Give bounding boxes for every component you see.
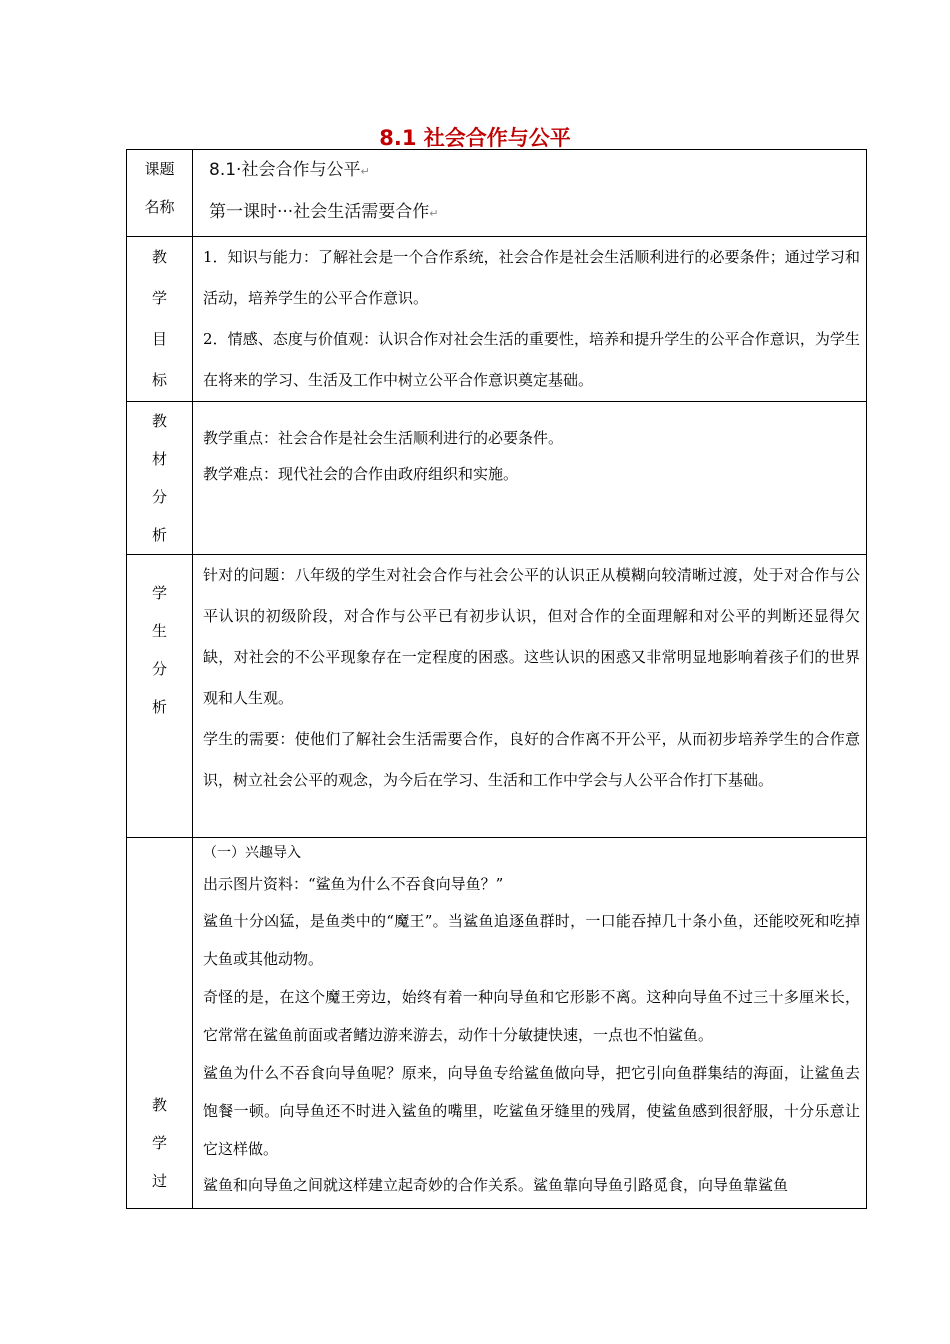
- label-students-char: 析: [151, 698, 167, 716]
- content-topic: [193, 150, 867, 237]
- lesson-plan-table: [126, 149, 867, 1209]
- label-goals-char: 教: [151, 248, 167, 266]
- students-needs: 学生的需要：使他们了解社会生活需要合作，良好的合作离不开公平，从而初步培养学生的合作意识，树立社会公平的观念，为今后在学习、生活和工作中学会与人公平合作打下基础。: [203, 730, 860, 789]
- label-material: [127, 402, 193, 555]
- label-goals-char: 目: [151, 330, 167, 348]
- content-process: [193, 838, 867, 1209]
- row-process: [127, 838, 867, 1209]
- process-section-heading: （一）兴趣导入: [203, 845, 301, 861]
- label-topic-line2: 名称: [144, 198, 175, 216]
- row-students: [127, 555, 867, 838]
- process-paragraph: 鲨鱼和向导鱼之间就这样建立起奇妙的合作关系。鲨鱼靠向导鱼引路觅食，向导鱼靠鲨鱼: [203, 1176, 789, 1194]
- process-paragraph: 鲨鱼十分凶猛，是鱼类中的“魔王”。当鲨鱼追逐鱼群时，一口能吞掉几十条小鱼，还能咬死和吃掉大鱼或其他动物。: [203, 912, 860, 968]
- label-students-char: 学: [151, 584, 167, 602]
- content-goals: [193, 237, 867, 402]
- label-topic: [127, 150, 193, 237]
- page-title: 8.1 社会合作与公平: [379, 126, 571, 150]
- label-material-char: 析: [151, 526, 167, 544]
- paragraph-mark-icon: ↵: [429, 207, 439, 220]
- label-students-char: 生: [151, 622, 167, 640]
- topic-title: 8.1·社会合作与公平: [209, 160, 361, 180]
- label-goals-char: 学: [151, 289, 167, 307]
- material-difficulty: 教学难点：现代社会的合作由政府组织和实施。: [203, 465, 519, 483]
- label-process-char: 学: [151, 1134, 167, 1152]
- content-students: [193, 555, 867, 838]
- paragraph-mark-icon: ↵: [360, 165, 370, 178]
- row-material: [127, 402, 867, 555]
- label-material-char: 教: [151, 412, 167, 430]
- label-process-char: 教: [151, 1096, 167, 1114]
- goals-paragraph: 2．情感、态度与价值观：认识合作对社会生活的重要性，培养和提升学生的公平合作意识，为学生在将来的学习、生活及工作中树立公平合作意识奠定基础。: [203, 330, 860, 389]
- label-material-char: 分: [151, 488, 167, 506]
- label-topic-line1: 课题: [144, 160, 175, 178]
- process-paragraph: 鲨鱼为什么不吞食向导鱼呢？原来，向导鱼专给鲨鱼做向导，把它引向鱼群集结的海面，让鲨鱼去饱餐一顿。向导鱼还不时进入鲨鱼的嘴里，吃鲨鱼牙缝里的残屑，使鲨鱼感到很舒服，十分乐意让它这样做。: [203, 1064, 860, 1158]
- label-students-char: 分: [151, 660, 167, 678]
- goals-paragraph: 1．知识与能力：了解社会是一个合作系统，社会合作是社会生活顺利进行的必要条件；通过学习和活动，培养学生的公平合作意识。: [203, 248, 860, 307]
- content-material: [193, 402, 867, 555]
- label-material-char: 材: [151, 450, 167, 468]
- process-paragraph: 奇怪的是，在这个魔王旁边，始终有着一种向导鱼和它形影不离。这种向导鱼不过三十多厘米长，它常常在鲨鱼前面或者鳍边游来游去，动作十分敏捷快速，一点也不怕鲨鱼。: [203, 988, 860, 1044]
- topic-subtitle: 第一课时···社会生活需要合作: [209, 202, 430, 222]
- label-process: [127, 838, 193, 1209]
- label-students: [127, 555, 193, 838]
- process-paragraph: 出示图片资料：“鲨鱼为什么不吞食向导鱼？”: [203, 875, 504, 893]
- label-goals-char: 标: [151, 371, 167, 389]
- row-topic: [127, 150, 867, 237]
- label-goals: [127, 237, 193, 402]
- row-goals: [127, 237, 867, 402]
- material-key-point: 教学重点：社会合作是社会生活顺利进行的必要条件。: [203, 429, 564, 447]
- label-process-char: 过: [151, 1172, 167, 1190]
- students-problem: 针对的问题：八年级的学生对社会合作与社会公平的认识正从模糊向较清晰过渡，处于对合作与公平认识的初级阶段，对合作与公平已有初步认识，但对合作的全面理解和对公平的判断还显得欠缺，对社会的不公平现象存在一定程度的困惑。这些认识的困惑又非常明显地影响着孩子们的世界观和人生观。: [203, 566, 860, 707]
